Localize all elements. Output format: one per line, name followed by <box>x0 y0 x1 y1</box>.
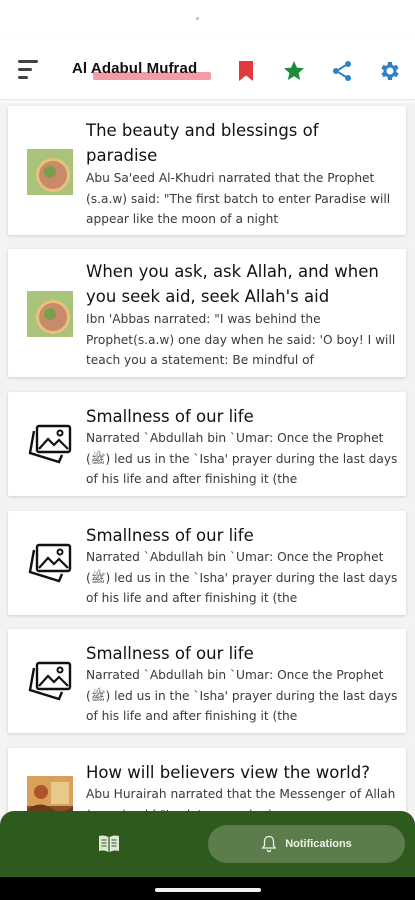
post-card[interactable] <box>8 511 406 615</box>
share-button[interactable] <box>329 58 355 84</box>
menu-icon-line <box>18 76 28 79</box>
post-card[interactable] <box>8 392 406 496</box>
pattern-thumbnail <box>27 291 73 337</box>
post-title: Smallness of our life <box>86 407 254 426</box>
pattern-thumbnail <box>27 149 73 195</box>
share-icon <box>330 59 354 83</box>
post-card[interactable] <box>8 629 406 733</box>
post-title: The beauty and blessings of paradise <box>86 121 319 165</box>
bookmark-button[interactable] <box>233 58 259 84</box>
post-card[interactable] <box>8 106 406 235</box>
nav-home-button[interactable] <box>96 833 122 855</box>
post-title: Smallness of our life <box>86 526 254 545</box>
bell-icon <box>261 835 277 853</box>
post-title: How will believers view the world? <box>86 763 370 782</box>
status-bar <box>0 0 415 40</box>
app-bar <box>0 40 415 100</box>
favorite-button[interactable] <box>281 58 307 84</box>
menu-icon <box>18 60 38 63</box>
post-feed[interactable] <box>0 103 415 823</box>
notifications-label: Notifications <box>285 838 352 850</box>
image-placeholder-icon <box>27 541 73 587</box>
post-title: Smallness of our life <box>86 644 254 663</box>
bottom-navigation <box>0 811 415 877</box>
menu-button[interactable] <box>14 58 42 84</box>
post-excerpt: Ibn 'Abbas narrated: "I was behind the Prophet(s.a.w) one day when he said: 'O boy! I will teach you a statement: Be mindful of <box>86 312 396 367</box>
post-excerpt: Narrated `Abdullah bin `Umar: Once the Prophet (ﷺ) led us in the `Isha' prayer during the last days of his life and after finishing it (the <box>86 668 398 723</box>
post-excerpt: Abu Hurairah narrated that the Messenger of Allah <box>86 787 396 801</box>
menu-icon-line <box>18 68 32 71</box>
post-excerpt: Narrated `Abdullah bin `Umar: Once the Prophet (ﷺ) led us in the `Isha' prayer during the last days of his life and after finishing it (the <box>86 550 398 605</box>
settings-button[interactable] <box>377 58 403 84</box>
post-card[interactable] <box>8 249 406 377</box>
image-placeholder-icon <box>27 422 73 468</box>
post-excerpt: Narrated `Abdullah bin `Umar: Once the Prophet (ﷺ) led us in the `Isha' prayer during the last days of his life and after finishing it (the <box>86 431 398 486</box>
book-icon <box>96 833 122 855</box>
post-title: When you ask, ask Allah, and when you seek aid, seek Allah's aid <box>86 262 379 306</box>
status-indicator-dot <box>196 17 199 20</box>
bookmark-icon <box>237 60 255 82</box>
post-excerpt: Abu Sa'eed Al-Khudri narrated that the Prophet (s.a.w) said: "The first batch to enter Paradise will appear like the moon of a night <box>86 171 391 226</box>
app-title: Al Adabul Mufrad <box>72 60 198 77</box>
image-placeholder-icon <box>27 659 73 705</box>
gear-icon <box>378 59 402 83</box>
home-indicator[interactable] <box>155 888 261 892</box>
nav-notifications-button[interactable] <box>208 825 405 863</box>
star-icon <box>282 59 306 83</box>
